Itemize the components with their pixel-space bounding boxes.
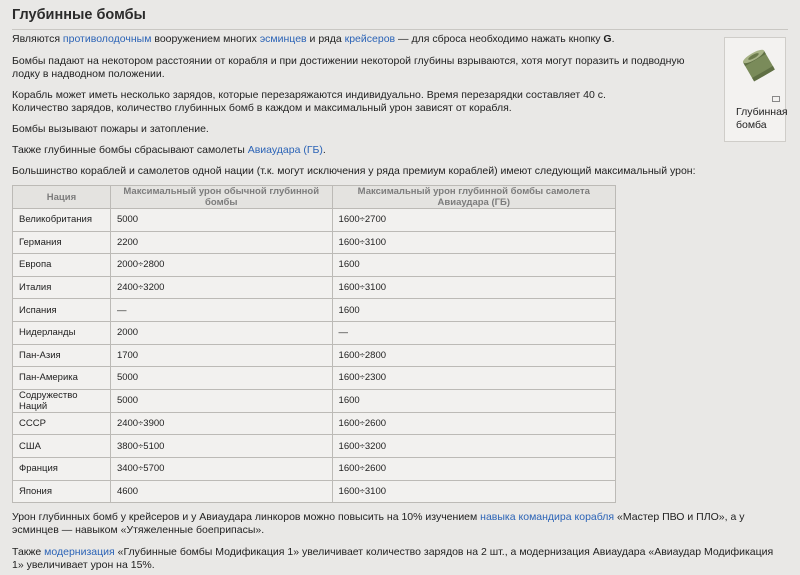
ship-damage-cell: 2200 bbox=[110, 231, 332, 254]
nation-cell: Великобритания bbox=[13, 209, 111, 232]
table-row bbox=[13, 254, 616, 277]
table-row bbox=[13, 344, 616, 367]
commander-paragraph: Урон глубинных бомб у крейсеров и у Авиаудара линкоров можно повысить на 10% изучением навыка командира корабля «Мастер ПВО и ПЛО», а у эсминцев — навыком «Утяжеленные боеприпасы». bbox=[12, 511, 745, 536]
nation-cell: Содружество Наций bbox=[13, 389, 111, 412]
aircraft-damage-cell: 1600÷2600 bbox=[332, 412, 615, 435]
damage-table bbox=[12, 185, 616, 503]
table-row bbox=[13, 209, 616, 232]
destroyers-link[interactable]: эсминцев bbox=[259, 33, 307, 45]
page-title: Глубинные бомбы bbox=[12, 0, 788, 30]
nation-cell: Нидерланды bbox=[13, 321, 111, 344]
aircraft-damage-cell: 1600÷2700 bbox=[332, 209, 615, 232]
fire-paragraph: Бомбы вызывают пожары и затопление. bbox=[12, 123, 209, 135]
ship-damage-cell: 3400÷5700 bbox=[110, 457, 332, 480]
infobox-card bbox=[724, 37, 786, 142]
reload-paragraph bbox=[12, 89, 712, 115]
majority-paragraph: Большинство кораблей и самолетов одной нации (т.к. могут исключения у ряда премиум кораблей) имеют следующий максимальный урон: bbox=[12, 165, 696, 177]
aircraft-damage-cell: 1600÷2800 bbox=[332, 344, 615, 367]
header-nation: Нация bbox=[13, 186, 111, 209]
infobox-caption: Глубинная бомба bbox=[736, 106, 788, 131]
aircraft-damage-cell: 1600 bbox=[332, 299, 615, 322]
ship-damage-cell: 5000 bbox=[110, 389, 332, 412]
nation-cell: СССР bbox=[13, 412, 111, 435]
aircraft-damage-cell: — bbox=[332, 321, 615, 344]
aircraft-damage-cell: 1600÷3200 bbox=[332, 435, 615, 458]
nation-cell: Пан-Азия bbox=[13, 344, 111, 367]
aircraft-paragraph: Также глубинные бомбы сбрасывают самолеты Авиаудара (ГБ). bbox=[12, 144, 326, 156]
table-row bbox=[13, 480, 616, 503]
table-row bbox=[13, 299, 616, 322]
ship-damage-cell: 2000 bbox=[110, 321, 332, 344]
expand-icon[interactable] bbox=[772, 96, 780, 102]
airstrike-link[interactable]: Авиаудара (ГБ) bbox=[247, 144, 323, 156]
nation-cell: Германия bbox=[13, 231, 111, 254]
table-row bbox=[13, 276, 616, 299]
nation-cell: США bbox=[13, 435, 111, 458]
table-row bbox=[13, 367, 616, 390]
aircraft-damage-cell: 1600÷3100 bbox=[332, 231, 615, 254]
nation-cell: Испания bbox=[13, 299, 111, 322]
table-header-row bbox=[13, 186, 616, 209]
aircraft-damage-cell: 1600÷3100 bbox=[332, 480, 615, 503]
ship-damage-cell: 2400÷3200 bbox=[110, 276, 332, 299]
header-ship-damage: Максимальный урон обычной глубинной бомбы bbox=[110, 186, 332, 209]
ship-damage-cell: 5000 bbox=[110, 209, 332, 232]
cruisers-link[interactable]: крейсеров bbox=[344, 33, 396, 45]
aircraft-damage-cell: 1600÷2300 bbox=[332, 367, 615, 390]
ship-damage-cell: — bbox=[110, 299, 332, 322]
upgrade-paragraph: Также модернизация «Глубинные бомбы Модификация 1» увеличивает количество зарядов на 2 шт., а модернизация Авиаудара «Авиаудар Модификация 1» увеличивает урон на 15%. bbox=[12, 546, 774, 571]
table-row bbox=[13, 389, 616, 412]
ship-damage-cell: 2000÷2800 bbox=[110, 254, 332, 277]
table-row bbox=[13, 457, 616, 480]
aircraft-damage-cell: 1600÷2600 bbox=[332, 457, 615, 480]
nation-cell: Франция bbox=[13, 457, 111, 480]
ship-damage-cell: 1700 bbox=[110, 344, 332, 367]
table-row bbox=[13, 231, 616, 254]
reload-line-1: Корабль может иметь несколько зарядов, которые перезаряжаются индивидуально. Время перезарядки составляет 40 с. bbox=[12, 89, 606, 101]
upgrade-link[interactable]: модернизация bbox=[44, 546, 115, 558]
nation-cell: Италия bbox=[13, 276, 111, 299]
reload-line-2: Количество зарядов, количество глубинных бомб в каждом и максимальный урон зависят от корабля. bbox=[12, 102, 512, 114]
aircraft-damage-cell: 1600÷3100 bbox=[332, 276, 615, 299]
intro-paragraph: Являются противолодочным вооружением многих эсминцев и ряда крейсеров — для сброса необходимо нажать кнопку G. bbox=[12, 33, 615, 45]
aircraft-damage-cell: 1600 bbox=[332, 389, 615, 412]
table-row bbox=[13, 321, 616, 344]
aircraft-damage-cell: 1600 bbox=[332, 254, 615, 277]
ship-damage-cell: 5000 bbox=[110, 367, 332, 390]
nation-cell: Пан-Америка bbox=[13, 367, 111, 390]
nation-cell: Япония bbox=[13, 480, 111, 503]
hotkey: G bbox=[603, 33, 612, 45]
ship-damage-cell: 4600 bbox=[110, 480, 332, 503]
table-row bbox=[13, 435, 616, 458]
table-row bbox=[13, 412, 616, 435]
ship-damage-cell: 3800÷5100 bbox=[110, 435, 332, 458]
depth-charge-icon[interactable] bbox=[739, 46, 779, 86]
fall-paragraph: Бомбы падают на некотором расстоянии от корабля и при достижении некоторой глубины взрываются, хотя могут поразить и подводную лодку в надводном положении. bbox=[12, 55, 685, 80]
antisubmarine-link[interactable]: противолодочным bbox=[62, 33, 152, 45]
commander-skill-link[interactable]: навыка командира корабля bbox=[480, 511, 615, 523]
nation-cell: Европа bbox=[13, 254, 111, 277]
header-aircraft-damage: Максимальный урон глубинной бомбы самолета Авиаудара (ГБ) bbox=[332, 186, 615, 209]
ship-damage-cell: 2400÷3900 bbox=[110, 412, 332, 435]
